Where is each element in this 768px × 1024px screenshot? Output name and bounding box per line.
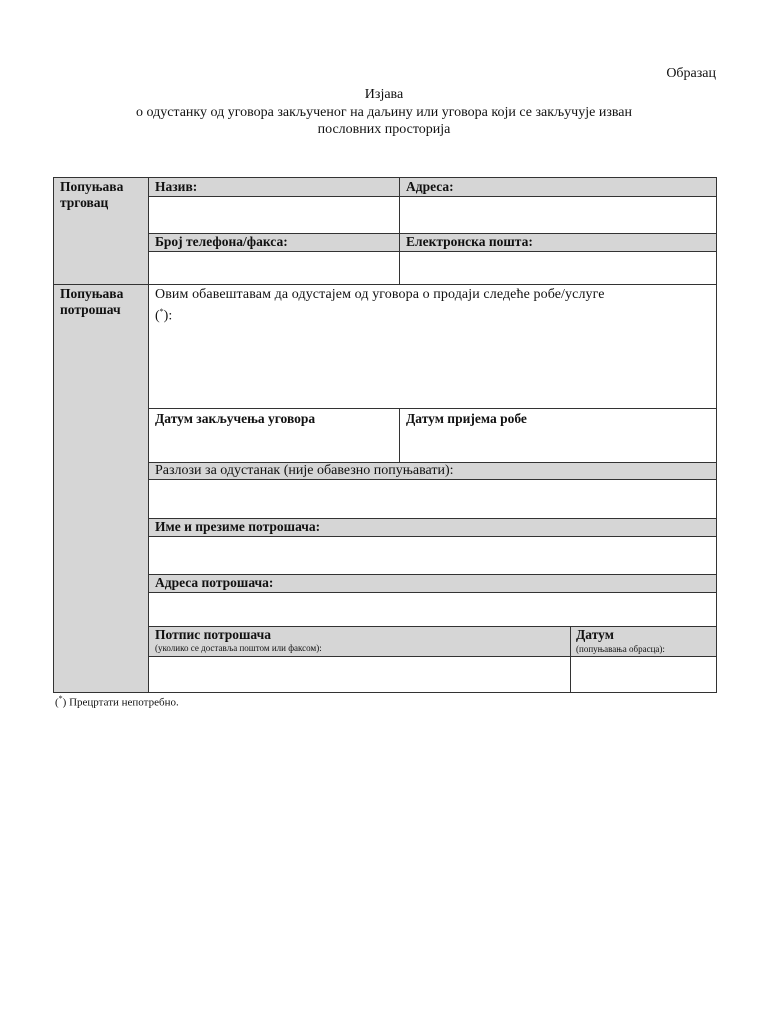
consumer-address-field[interactable] xyxy=(150,593,715,625)
withdrawal-statement xyxy=(155,286,715,325)
signature-label: Потпис потрошача xyxy=(155,627,272,642)
form-label: Образац xyxy=(666,66,716,81)
date-field[interactable] xyxy=(572,657,715,691)
signature-note: (уколико се доставља поштом или факсом): xyxy=(155,643,322,653)
contract-date-label: Датум закључења уговора xyxy=(155,411,316,426)
merchant-address-label: Адреса: xyxy=(406,179,454,194)
consumer-name-field[interactable] xyxy=(150,537,715,573)
document-subtitle-line2: пословних просторија xyxy=(317,122,451,137)
document-subtitle-line1: о одустанку од уговора закљученог на даљину или уговора који се закључује изван xyxy=(136,105,632,120)
consumer-address-label: Адреса потрошача: xyxy=(155,575,274,590)
consumer-section-label xyxy=(60,286,123,318)
merchant-address-field[interactable] xyxy=(401,197,715,232)
merchant-email-label: Електронска пошта: xyxy=(406,234,533,249)
merchant-section-label xyxy=(60,179,123,211)
date-label: Датум xyxy=(576,627,614,642)
withdrawal-form-table xyxy=(53,177,717,693)
footnote: (*) Прецртати непотребно. xyxy=(55,694,179,709)
merchant-section-label-line2: трговац xyxy=(60,195,109,210)
goods-received-date-label: Датум пријема робе xyxy=(406,411,527,426)
reasons-field[interactable] xyxy=(150,480,715,517)
consumer-section-label-line1: Попуњава xyxy=(60,286,124,301)
merchant-phone-label: Број телефона/факса: xyxy=(155,234,288,249)
consumer-section-label-line2: потрошач xyxy=(60,302,121,317)
goods-services-field[interactable] xyxy=(150,324,715,407)
goods-received-date-field[interactable] xyxy=(401,428,715,461)
contract-date-field[interactable] xyxy=(150,428,398,461)
consumer-name-label: Име и презиме потрошача: xyxy=(155,519,321,534)
withdrawal-statement-line2: (*): xyxy=(155,307,173,324)
section-label-column xyxy=(54,178,148,692)
signature-field[interactable] xyxy=(150,657,569,691)
date-note: (попуњавања обрасца): xyxy=(576,644,665,654)
merchant-name-label: Назив: xyxy=(155,179,198,194)
reasons-label: Разлози за одустанак (није обавезно попуњавати): xyxy=(155,463,454,478)
merchant-section-label-line1: Попуњава xyxy=(60,179,124,194)
withdrawal-statement-line1: Овим обавештавам да одустајем од уговора о продаји следеће робе/услуге xyxy=(155,287,605,302)
merchant-name-field[interactable] xyxy=(150,197,398,232)
merchant-phone-field[interactable] xyxy=(150,252,398,283)
document-title: Изјава xyxy=(364,87,404,102)
merchant-email-field[interactable] xyxy=(401,252,715,283)
